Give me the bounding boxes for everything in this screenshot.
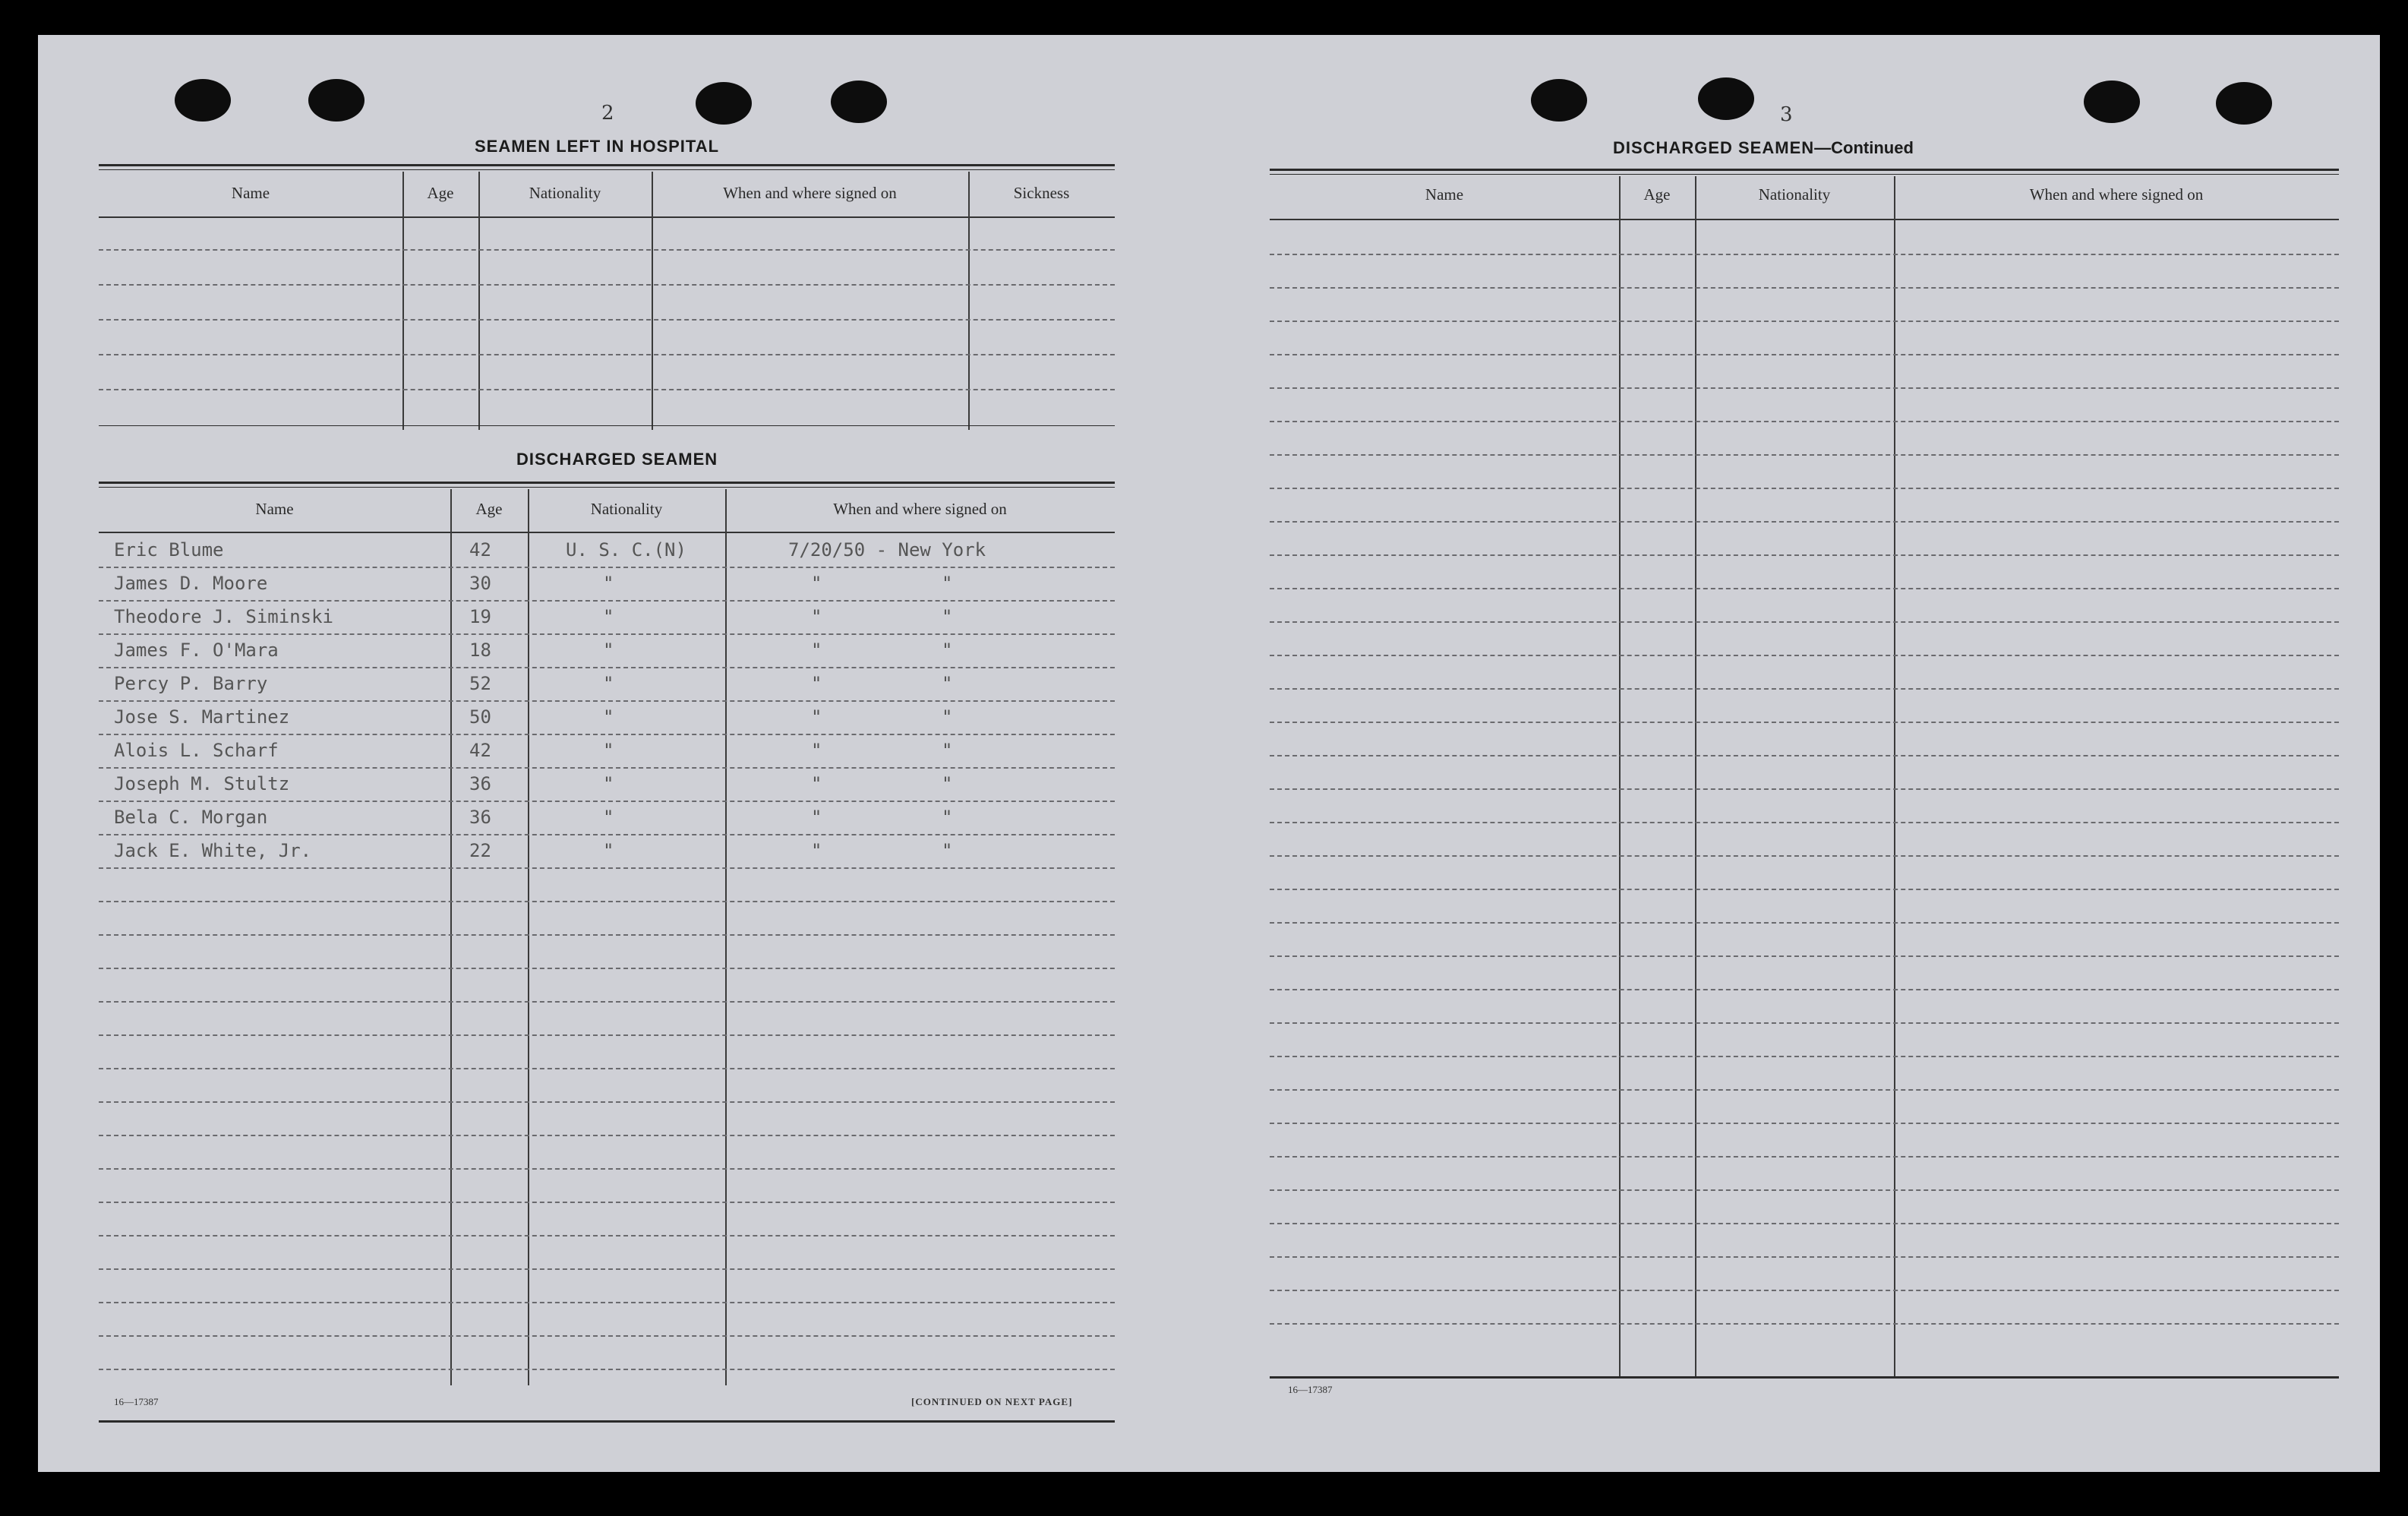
- seaman-nationality: ": [603, 807, 614, 828]
- row-rule: [99, 667, 1115, 668]
- col-header-name: Name: [255, 500, 294, 518]
- row-rule: [1270, 688, 2339, 690]
- seaman-nationality: ": [603, 640, 614, 661]
- row-rule: [1270, 287, 2339, 289]
- seaman-nationality: U. S. C.(N): [566, 539, 686, 561]
- seaman-signed-on-place: ": [942, 840, 953, 861]
- seaman-signed-on-date: ": [811, 606, 822, 627]
- col-header-nationality: Nationality: [529, 184, 601, 202]
- row-rule: [1270, 1056, 2339, 1057]
- row-rule: [99, 867, 1115, 869]
- seaman-name: Jose S. Martinez: [114, 706, 290, 728]
- row-rule: [99, 1168, 1115, 1170]
- row-rule: [1270, 521, 2339, 523]
- seaman-signed-on-place: ": [942, 807, 953, 828]
- col-header-age: Age: [1643, 185, 1671, 204]
- punch-hole: [831, 81, 887, 123]
- row-rule: [1270, 889, 2339, 890]
- seaman-name: Alois L. Scharf: [114, 740, 279, 761]
- row-rule: [99, 1101, 1115, 1103]
- seaman-nationality: ": [603, 573, 614, 594]
- seaman-nationality: ": [603, 740, 614, 761]
- col-header-signed-on: When and where signed on: [833, 500, 1007, 518]
- seaman-name: Joseph M. Stultz: [114, 773, 290, 794]
- title-suffix: —Continued: [1814, 138, 1914, 157]
- row-rule: [99, 734, 1115, 735]
- discharged-continued-title: [1613, 138, 1914, 158]
- punch-hole: [175, 79, 231, 122]
- row-rule: [1270, 254, 2339, 255]
- row-rule: [99, 633, 1115, 635]
- punch-hole: [1531, 79, 1587, 122]
- seaman-age: 36: [469, 807, 491, 828]
- col-header-signed-on: When and where signed on: [723, 184, 897, 202]
- col-header-age: Age: [475, 500, 503, 518]
- punch-hole: [308, 79, 365, 122]
- seaman-signed-on-place: ": [942, 706, 953, 728]
- col-header-name: Name: [231, 184, 270, 202]
- row-rule: [99, 567, 1115, 568]
- seaman-signed-on-place: ": [942, 640, 953, 661]
- row-rule: [1270, 955, 2339, 957]
- row-rule: [1270, 1022, 2339, 1024]
- form-number-right: 16—17387: [1288, 1384, 1333, 1395]
- seaman-name: Percy P. Barry: [114, 673, 268, 694]
- row-rule: [99, 834, 1115, 835]
- row-rule: [1270, 655, 2339, 656]
- seaman-name: James D. Moore: [114, 573, 268, 594]
- seaman-signed-on-place: ": [942, 573, 953, 594]
- row-rule: [1270, 1089, 2339, 1091]
- discharged-section-title: DISCHARGED SEAMEN: [516, 450, 718, 469]
- row-rule: [99, 1268, 1115, 1270]
- row-rule: [99, 1001, 1115, 1003]
- page-number-right: 3: [1780, 103, 1793, 126]
- row-rule: [1270, 1123, 2339, 1124]
- col-header-sickness: Sickness: [1013, 184, 1070, 202]
- row-rule: [1270, 387, 2339, 389]
- punch-hole: [696, 82, 752, 125]
- seaman-age: 42: [469, 539, 491, 561]
- table-row: [99, 769, 1115, 802]
- hospital-table: [99, 164, 1115, 465]
- table-row: [99, 702, 1115, 735]
- seaman-age: 19: [469, 606, 491, 627]
- seaman-signed-on-place: ": [942, 773, 953, 794]
- row-rule: [1270, 822, 2339, 823]
- seaman-age: 30: [469, 573, 491, 594]
- seaman-name: Theodore J. Siminski: [114, 606, 333, 627]
- row-rule: [1270, 755, 2339, 756]
- seaman-signed-on-place: ": [942, 673, 953, 694]
- row-rule: [1270, 855, 2339, 857]
- row-rule: [1270, 554, 2339, 556]
- page-number-left: 2: [601, 102, 614, 125]
- seaman-name: James F. O'Mara: [114, 640, 279, 661]
- seaman-signed-on-date: ": [811, 640, 822, 661]
- punch-hole: [2084, 81, 2140, 123]
- table-row: [99, 602, 1115, 635]
- col-header-nationality: Nationality: [590, 500, 663, 518]
- col-header-signed-on: When and where signed on: [2029, 185, 2204, 204]
- hospital-section-title: SEAMEN LEFT IN HOSPITAL: [475, 137, 720, 156]
- discharged-table: [99, 482, 1115, 1423]
- seaman-signed-on-place: ": [942, 740, 953, 761]
- row-rule: [99, 1135, 1115, 1136]
- col-header-age: Age: [427, 184, 454, 202]
- continued-note: [CONTINUED ON NEXT PAGE]: [911, 1396, 1073, 1407]
- punch-hole: [2216, 82, 2272, 125]
- row-rule: [1270, 1223, 2339, 1224]
- row-rule: [1270, 1290, 2339, 1291]
- row-rule: [1270, 454, 2339, 456]
- row-rule: [99, 934, 1115, 936]
- table-row: [99, 535, 1115, 568]
- row-rule: [1270, 588, 2339, 589]
- seaman-nationality: ": [603, 773, 614, 794]
- row-rule: [1270, 321, 2339, 322]
- row-rule: [1270, 421, 2339, 422]
- punch-hole: [1698, 77, 1754, 120]
- seaman-name: Jack E. White, Jr.: [114, 840, 312, 861]
- row-rule: [1270, 922, 2339, 924]
- table-row: [99, 835, 1115, 869]
- row-rule: [99, 1235, 1115, 1236]
- row-rule: [99, 1369, 1115, 1370]
- seaman-age: 52: [469, 673, 491, 694]
- table-row: [99, 802, 1115, 835]
- row-rule: [1270, 354, 2339, 355]
- seaman-age: 18: [469, 640, 491, 661]
- row-rule: [99, 1202, 1115, 1203]
- seaman-name: Eric Blume: [114, 539, 224, 561]
- col-header-name: Name: [1425, 185, 1464, 204]
- seaman-signed-on-place: ": [942, 606, 953, 627]
- seaman-nationality: ": [603, 706, 614, 728]
- seaman-age: 42: [469, 740, 491, 761]
- seaman-signed-on: 7/20/50 - New York: [788, 539, 986, 561]
- row-rule: [1270, 1189, 2339, 1191]
- row-rule: [99, 1335, 1115, 1337]
- seaman-nationality: ": [603, 673, 614, 694]
- seaman-nationality: ": [603, 606, 614, 627]
- row-rule: [1270, 488, 2339, 489]
- seaman-signed-on-date: ": [811, 573, 822, 594]
- row-rule: [99, 1034, 1115, 1036]
- table-row: [99, 635, 1115, 668]
- table-row: [99, 668, 1115, 702]
- seaman-signed-on-date: ": [811, 673, 822, 694]
- row-rule: [1270, 722, 2339, 723]
- seaman-name: Bela C. Morgan: [114, 807, 268, 828]
- row-rule: [1270, 788, 2339, 790]
- row-rule: [99, 1068, 1115, 1069]
- col-header-nationality: Nationality: [1758, 185, 1831, 204]
- row-rule: [99, 801, 1115, 802]
- row-rule: [99, 901, 1115, 902]
- seaman-age: 22: [469, 840, 491, 861]
- title-main: DISCHARGED SEAMEN: [1613, 138, 1815, 157]
- table-row: [99, 735, 1115, 769]
- seaman-age: 50: [469, 706, 491, 728]
- seaman-nationality: ": [603, 840, 614, 861]
- row-rule: [1270, 1156, 2339, 1158]
- row-rule: [1270, 1323, 2339, 1325]
- row-rule: [1270, 989, 2339, 990]
- row-rule: [99, 600, 1115, 602]
- table-row: [99, 568, 1115, 602]
- document-sheet: [38, 35, 2380, 1472]
- discharged-continued-table: [1270, 169, 2339, 1384]
- row-rule: [99, 1302, 1115, 1303]
- row-rule: [1270, 1256, 2339, 1258]
- row-rule: [99, 767, 1115, 769]
- seaman-signed-on-date: ": [811, 706, 822, 728]
- seaman-signed-on-date: ": [811, 840, 822, 861]
- seaman-signed-on-date: ": [811, 773, 822, 794]
- row-rule: [99, 968, 1115, 969]
- seaman-signed-on-date: ": [811, 807, 822, 828]
- seaman-age: 36: [469, 773, 491, 794]
- seaman-signed-on-date: ": [811, 740, 822, 761]
- row-rule: [99, 700, 1115, 702]
- row-rule: [1270, 621, 2339, 623]
- form-number-left: 16—17387: [114, 1396, 159, 1407]
